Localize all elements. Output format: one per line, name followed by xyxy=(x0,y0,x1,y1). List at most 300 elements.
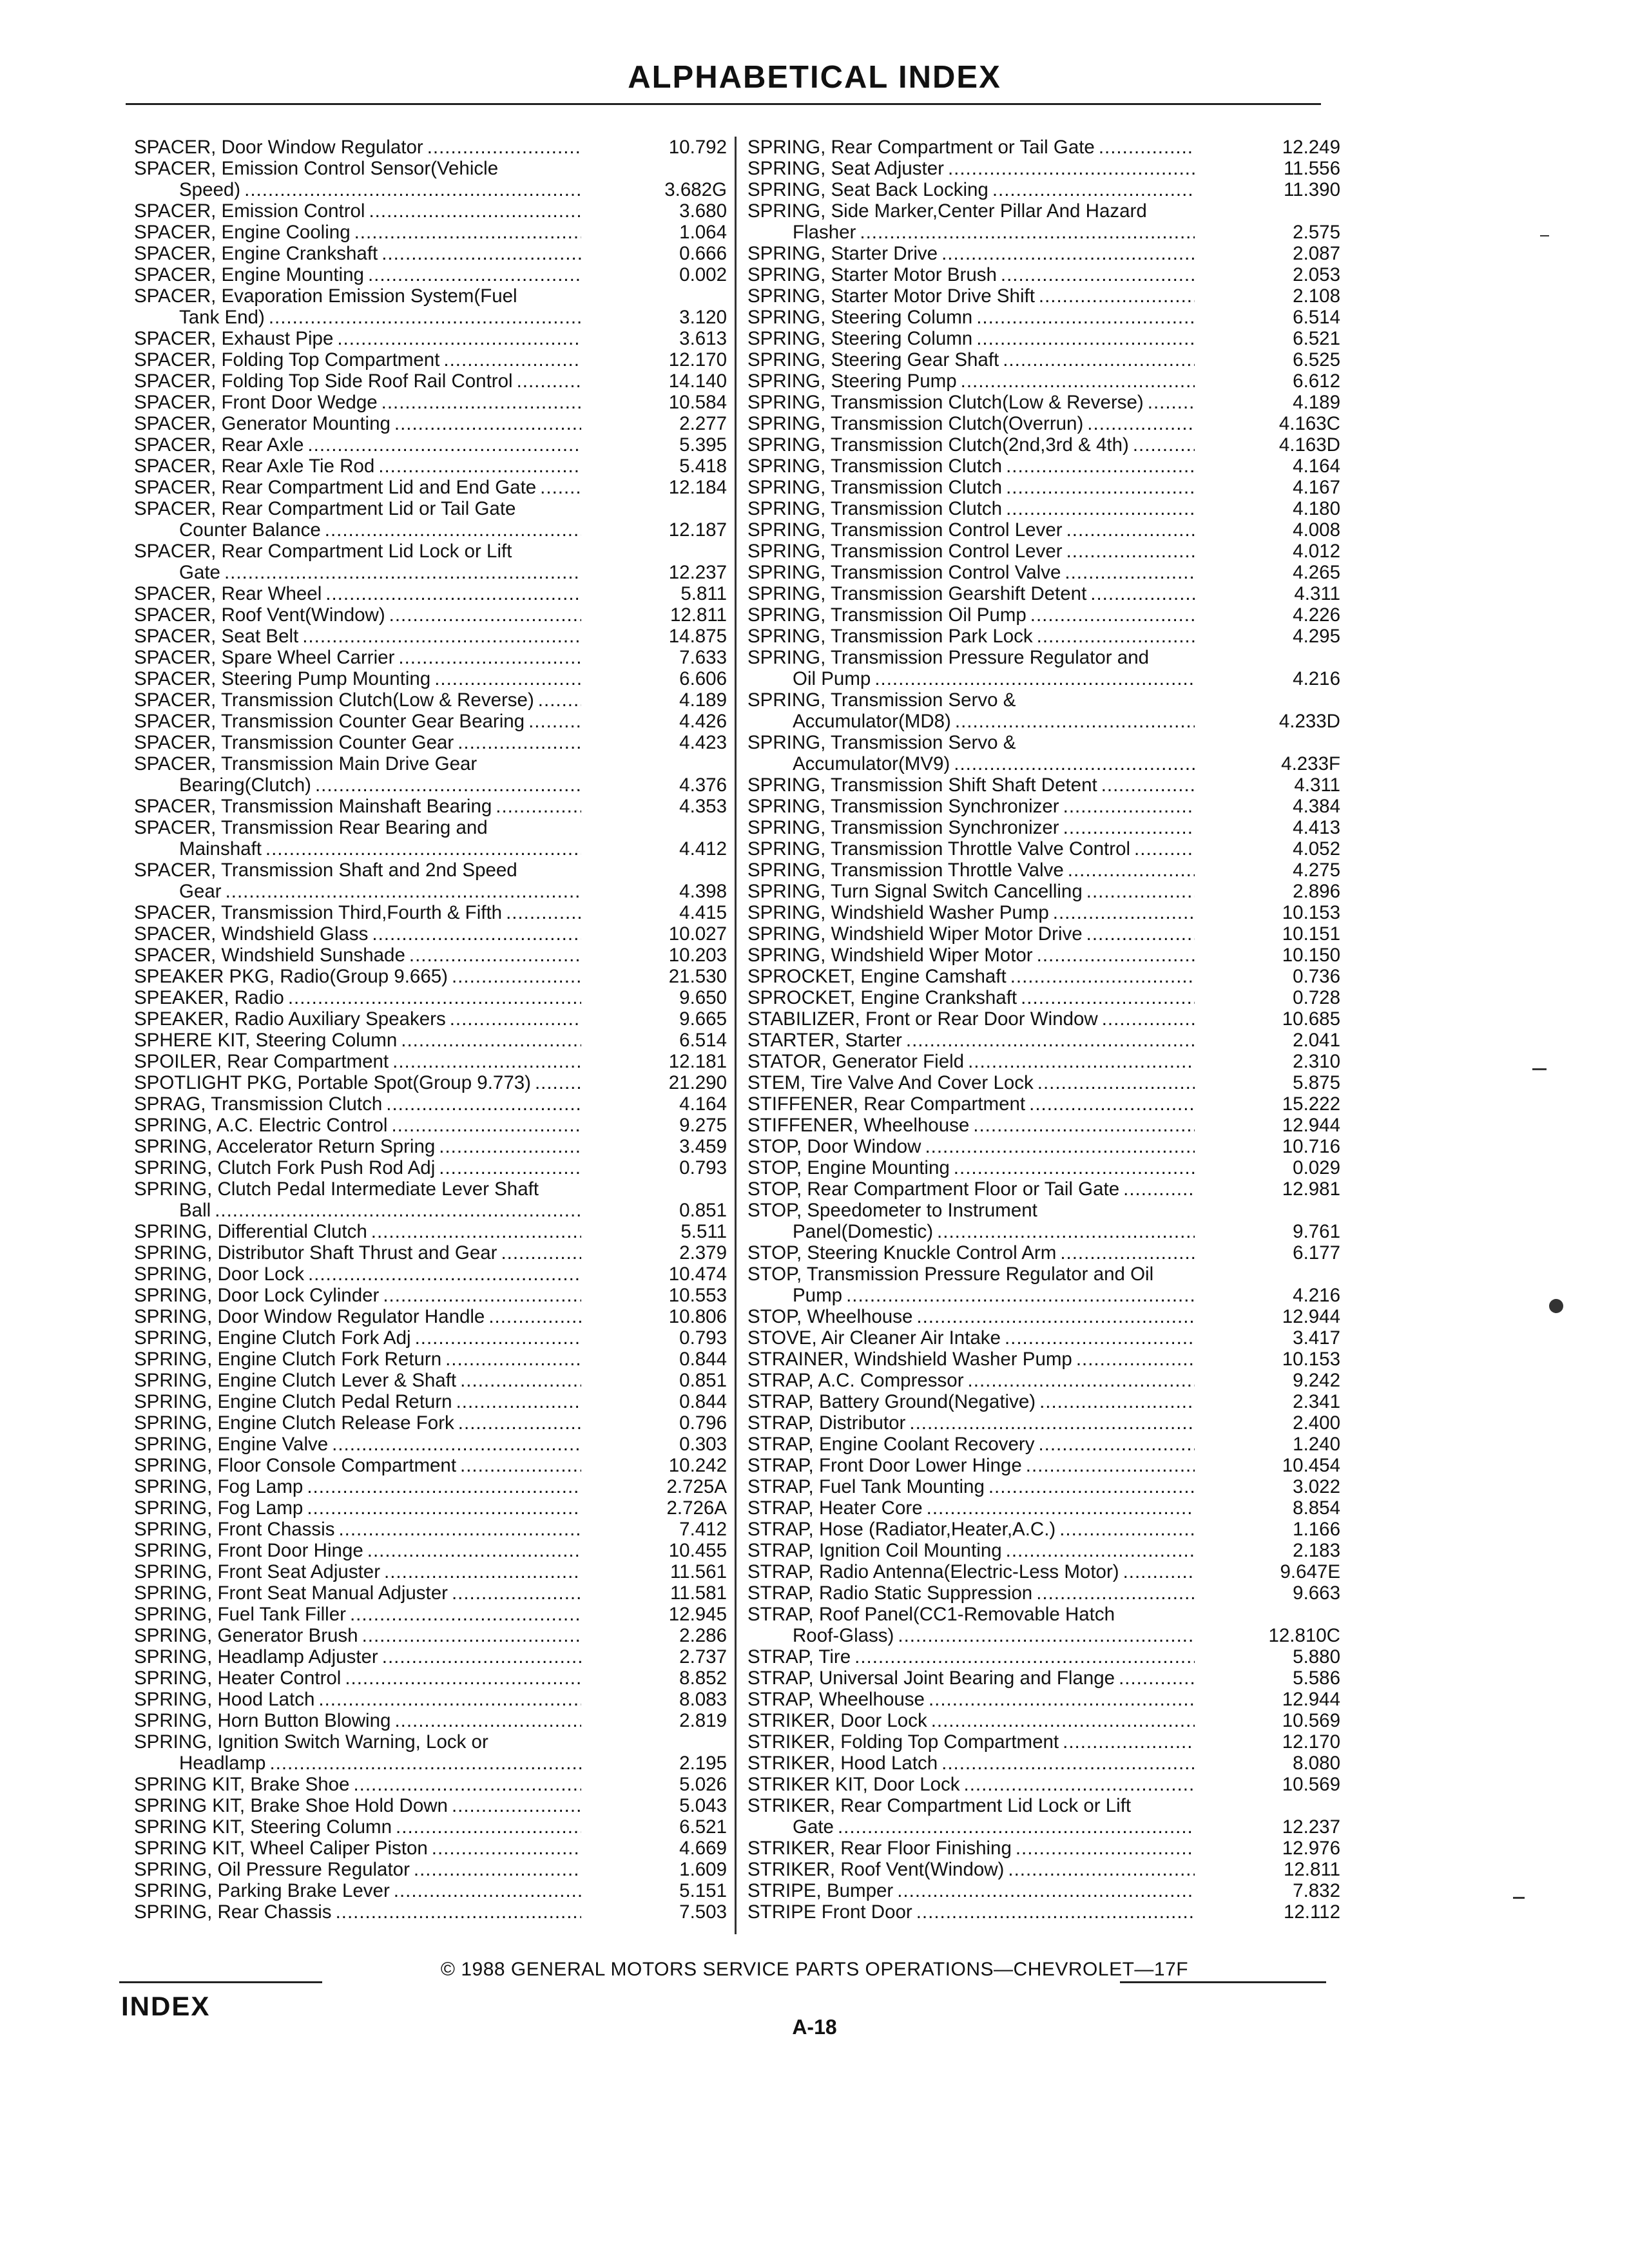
entry-continuation xyxy=(747,222,1199,243)
entry-text: STRAP, A.C. Compressor xyxy=(747,1370,964,1391)
dot-leader xyxy=(528,711,581,732)
entry-number: 11.556 xyxy=(1283,158,1340,179)
entry-number: 5.586 xyxy=(1293,1667,1340,1689)
entry-line xyxy=(134,647,585,668)
entry-line xyxy=(747,1859,1199,1880)
entry-number: 1.609 xyxy=(679,1859,727,1880)
dot-leader xyxy=(1036,1582,1195,1604)
entry-text: SPRING, Accelerator Return Spring xyxy=(134,1136,436,1157)
entry-text: Roof-Glass) xyxy=(793,1625,894,1646)
entry-text: STRAP, Fuel Tank Mounting xyxy=(747,1476,985,1497)
index-entry xyxy=(747,413,1340,434)
entry-line xyxy=(134,966,585,987)
entry-line xyxy=(134,1476,585,1497)
dot-leader xyxy=(1001,264,1195,285)
entry-line xyxy=(134,137,585,158)
entry-text: Pump xyxy=(793,1285,843,1306)
entry-number: 10.569 xyxy=(1282,1710,1340,1731)
index-entry xyxy=(747,200,1340,243)
entry-continuation xyxy=(747,1221,1199,1242)
dot-leader xyxy=(1065,562,1195,583)
entry-text: SPRING, Windshield Wiper Motor xyxy=(747,945,1033,966)
entry-line xyxy=(134,285,585,307)
index-entry xyxy=(747,1497,1340,1519)
dot-leader xyxy=(409,945,581,966)
dot-leader xyxy=(838,1816,1195,1838)
entry-line xyxy=(747,1880,1199,1901)
index-entry xyxy=(134,1285,727,1306)
entry-text: SPACER, Folding Top Side Roof Rail Control xyxy=(134,370,513,392)
entry-number: 4.189 xyxy=(1293,392,1340,413)
entry-text: Gate xyxy=(793,1816,834,1838)
dot-leader xyxy=(386,1093,581,1115)
entry-line xyxy=(747,264,1199,285)
index-entry xyxy=(747,1476,1340,1497)
entry-number: 4.052 xyxy=(1293,838,1340,860)
entry-text: SPROCKET, Engine Crankshaft xyxy=(747,987,1017,1008)
dot-leader xyxy=(1003,349,1195,370)
dot-leader xyxy=(215,1200,581,1221)
entry-number: 9.663 xyxy=(1293,1582,1340,1604)
entry-text: STRIKER, Hood Latch xyxy=(747,1753,938,1774)
entry-line xyxy=(747,477,1199,498)
entry-line xyxy=(747,137,1199,158)
entry-text: SPACER, Transmission Mainshaft Bearing xyxy=(134,796,492,817)
entry-text: SPRING, Rear Compartment or Tail Gate xyxy=(747,137,1095,158)
entry-number: 3.613 xyxy=(679,328,727,349)
entry-text: STOP, Wheelhouse xyxy=(747,1306,913,1327)
index-entry xyxy=(747,1710,1340,1731)
index-entry xyxy=(747,1008,1340,1030)
dot-leader xyxy=(931,1710,1195,1731)
entry-line xyxy=(134,689,585,711)
entry-text: STABILIZER, Front or Rear Door Window xyxy=(747,1008,1098,1030)
entry-number: 0.736 xyxy=(1293,966,1340,987)
entry-line xyxy=(747,1051,1199,1072)
entry-line xyxy=(134,945,585,966)
index-entry xyxy=(747,1689,1340,1710)
dot-leader xyxy=(458,732,581,753)
footer-rule-left xyxy=(119,1981,322,1983)
entry-line xyxy=(134,1901,585,1923)
dot-leader xyxy=(392,1051,581,1072)
entry-continuation xyxy=(134,1753,585,1774)
index-entry xyxy=(747,1561,1340,1582)
entry-text: STOP, Transmission Pressure Regulator and Oil xyxy=(747,1264,1154,1285)
entry-text: SPACER, Door Window Regulator xyxy=(134,137,423,158)
dot-leader xyxy=(439,1136,581,1157)
dot-leader xyxy=(439,1157,581,1178)
entry-text: SPACER, Engine Cooling xyxy=(134,222,351,243)
entry-line xyxy=(134,200,585,222)
index-entry xyxy=(134,923,727,945)
dot-leader xyxy=(1123,1561,1195,1582)
entry-text: STRAP, Roof Panel(CC1-Removable Hatch xyxy=(747,1604,1115,1625)
entry-line xyxy=(134,1774,585,1795)
entry-line xyxy=(747,1136,1199,1157)
entry-line xyxy=(747,1646,1199,1667)
entry-line xyxy=(747,498,1199,519)
entry-line xyxy=(747,1391,1199,1412)
entry-number: 10.553 xyxy=(668,1285,727,1306)
entry-line xyxy=(134,1327,585,1349)
entry-number: 12.944 xyxy=(1282,1689,1340,1710)
index-entry xyxy=(747,1731,1340,1753)
dot-leader xyxy=(860,222,1195,243)
dot-leader xyxy=(1010,966,1195,987)
index-entry xyxy=(134,200,727,222)
dot-leader xyxy=(318,1689,581,1710)
entry-number: 4.412 xyxy=(679,838,727,860)
entry-text: SPRING, Engine Clutch Fork Return xyxy=(134,1349,442,1370)
index-entry xyxy=(134,1561,727,1582)
entry-text: SPACER, Steering Pump Mounting xyxy=(134,668,431,689)
dot-leader xyxy=(488,1306,581,1327)
entry-line xyxy=(747,689,1199,711)
entry-line xyxy=(747,1412,1199,1434)
entry-number: 4.353 xyxy=(679,796,727,817)
dot-leader xyxy=(325,519,581,541)
entry-line xyxy=(134,1115,585,1136)
entry-text: STRAP, Hose (Radiator,Heater,A.C.) xyxy=(747,1519,1056,1540)
entry-text: SPACER, Generator Mounting xyxy=(134,413,390,434)
dot-leader xyxy=(1134,838,1195,860)
index-entry xyxy=(134,456,727,477)
index-entry xyxy=(747,1838,1340,1859)
entry-text: Panel(Domestic) xyxy=(793,1221,934,1242)
entry-number: 12.249 xyxy=(1282,137,1340,158)
entry-number: 4.376 xyxy=(679,774,727,796)
entry-number: 0.796 xyxy=(679,1412,727,1434)
index-entry xyxy=(747,1455,1340,1476)
entry-number: 12.112 xyxy=(1283,1901,1340,1923)
index-entry xyxy=(134,1008,727,1030)
dot-leader xyxy=(976,307,1195,328)
index-entry xyxy=(747,392,1340,413)
entry-text: SPRING, Seat Adjuster xyxy=(747,158,944,179)
dot-leader xyxy=(961,370,1195,392)
index-entry xyxy=(747,519,1340,541)
dot-leader xyxy=(1006,498,1195,519)
entry-line xyxy=(134,264,585,285)
entry-number: 1.064 xyxy=(679,222,727,243)
entry-continuation xyxy=(134,562,585,583)
entry-line xyxy=(134,668,585,689)
entry-text: STATOR, Generator Field xyxy=(747,1051,965,1072)
entry-text: STRAP, Ignition Coil Mounting xyxy=(747,1540,1002,1561)
entry-line xyxy=(747,1476,1199,1497)
entry-number: 4.423 xyxy=(679,732,727,753)
index-entry xyxy=(134,1030,727,1051)
entry-text: SPRING, Windshield Wiper Motor Drive xyxy=(747,923,1083,945)
entry-text: SPRING, Starter Drive xyxy=(747,243,938,264)
index-entry xyxy=(134,413,727,434)
entry-line xyxy=(134,1838,585,1859)
dot-leader xyxy=(336,1901,581,1923)
entry-number: 4.163D xyxy=(1278,434,1340,456)
entry-number: 0.666 xyxy=(679,243,727,264)
entry-line xyxy=(134,902,585,923)
index-entry xyxy=(134,987,727,1008)
index-entry xyxy=(134,817,727,860)
entry-number: 7.832 xyxy=(1293,1880,1340,1901)
entry-line xyxy=(747,1710,1199,1731)
dot-leader xyxy=(434,668,581,689)
entry-text: SPACER, Rear Compartment Lid or Tail Gate xyxy=(134,498,516,519)
entry-text: SPRING, Side Marker,Center Pillar And Hazard xyxy=(747,200,1147,222)
index-entry xyxy=(747,1519,1340,1540)
entry-line xyxy=(134,1497,585,1519)
entry-line xyxy=(134,753,585,774)
index-entry xyxy=(134,1370,727,1391)
entry-number: 10.716 xyxy=(1282,1136,1340,1157)
entry-number: 10.685 xyxy=(1282,1008,1340,1030)
entry-number: 0.728 xyxy=(1293,987,1340,1008)
dot-leader xyxy=(1099,137,1195,158)
entry-number: 2.286 xyxy=(679,1625,727,1646)
entry-text: Accumulator(MD8) xyxy=(793,711,951,732)
dot-leader xyxy=(941,1753,1195,1774)
entry-line xyxy=(134,711,585,732)
dot-leader xyxy=(1102,1008,1195,1030)
index-entry xyxy=(134,1774,727,1795)
index-entry xyxy=(747,604,1340,626)
dot-leader xyxy=(1037,945,1195,966)
index-entry xyxy=(134,158,727,200)
dot-leader xyxy=(308,1264,581,1285)
entry-text: STEM, Tire Valve And Cover Lock xyxy=(747,1072,1034,1093)
dot-leader xyxy=(224,562,581,583)
entry-line xyxy=(134,1795,585,1816)
entry-line xyxy=(134,796,585,817)
index-entry xyxy=(747,1774,1340,1795)
entry-text: SPOILER, Rear Compartment xyxy=(134,1051,389,1072)
dot-leader xyxy=(452,1795,581,1816)
entry-text: Gear xyxy=(179,881,222,902)
index-entry xyxy=(134,1306,727,1327)
dot-leader xyxy=(1030,604,1195,626)
entry-line xyxy=(747,1519,1199,1540)
index-entry xyxy=(747,1242,1340,1264)
entry-text: STRAP, Heater Core xyxy=(747,1497,923,1519)
entry-number: 10.027 xyxy=(668,923,727,945)
index-entry xyxy=(134,647,727,668)
entry-number: 2.277 xyxy=(679,413,727,434)
entry-text: SPRING, Transmission Oil Pump xyxy=(747,604,1027,626)
entry-line xyxy=(134,1242,585,1264)
entry-line xyxy=(747,1093,1199,1115)
entry-number: 10.150 xyxy=(1282,945,1340,966)
entry-text: SPRING, Front Seat Adjuster xyxy=(134,1561,381,1582)
entry-text: STRAP, Front Door Lower Hinge xyxy=(747,1455,1022,1476)
entry-number: 10.454 xyxy=(1282,1455,1340,1476)
entry-line xyxy=(747,1753,1199,1774)
entry-number: 2.379 xyxy=(679,1242,727,1264)
index-entry xyxy=(134,1710,727,1731)
dot-leader xyxy=(302,626,581,647)
index-entry xyxy=(134,498,727,541)
dot-leader xyxy=(1066,519,1195,541)
entry-number: 3.120 xyxy=(679,307,727,328)
entry-text: SPRING KIT, Brake Shoe Hold Down xyxy=(134,1795,448,1816)
entry-line xyxy=(134,1625,585,1646)
dot-leader xyxy=(269,307,581,328)
index-entry xyxy=(134,1264,727,1285)
entry-text: STRIKER, Roof Vent(Window) xyxy=(747,1859,1005,1880)
entry-text: SPRING, Transmission Control Lever xyxy=(747,541,1063,562)
entry-line xyxy=(747,1157,1199,1178)
index-entry xyxy=(134,1327,727,1349)
index-entry xyxy=(747,1880,1340,1901)
entry-text: SPACER, Rear Wheel xyxy=(134,583,322,604)
index-entry xyxy=(134,1051,727,1072)
dot-leader xyxy=(948,158,1195,179)
index-entry xyxy=(134,1136,727,1157)
entry-line xyxy=(134,1859,585,1880)
index-entry xyxy=(134,328,727,349)
index-entry xyxy=(134,1604,727,1625)
section-label: INDEX xyxy=(121,1991,211,2021)
entry-line xyxy=(747,966,1199,987)
index-entry xyxy=(747,1264,1340,1306)
entry-number: 4.669 xyxy=(679,1838,727,1859)
entry-line xyxy=(747,456,1199,477)
entry-line xyxy=(747,328,1199,349)
dot-leader xyxy=(1123,1178,1195,1200)
entry-text: SPACER, Transmission Counter Gear xyxy=(134,732,454,753)
entry-line xyxy=(747,519,1199,541)
entry-text: SPRING, Front Seat Manual Adjuster xyxy=(134,1582,448,1604)
dot-leader xyxy=(1060,1242,1195,1264)
entry-line xyxy=(134,604,585,626)
entry-line xyxy=(747,583,1199,604)
dot-leader xyxy=(265,838,581,860)
entry-continuation xyxy=(134,881,585,902)
dot-leader xyxy=(846,1285,1195,1306)
index-entry xyxy=(747,285,1340,307)
index-entry xyxy=(747,689,1340,732)
entry-line xyxy=(747,370,1199,392)
entry-number: 2.053 xyxy=(1293,264,1340,285)
entry-text: SPRING, Clutch Pedal Intermediate Lever Shaft xyxy=(134,1178,539,1200)
entry-line xyxy=(134,1412,585,1434)
index-entry xyxy=(747,796,1340,817)
dot-leader xyxy=(369,200,581,222)
index-entry xyxy=(747,583,1340,604)
entry-text: SPACER, Windshield Glass xyxy=(134,923,369,945)
entry-number: 4.415 xyxy=(679,902,727,923)
dot-leader xyxy=(244,179,581,200)
index-entry xyxy=(747,243,1340,264)
entry-number: 5.511 xyxy=(680,1221,727,1242)
entry-number: 10.569 xyxy=(1282,1774,1340,1795)
dot-leader xyxy=(432,1838,581,1859)
dot-leader xyxy=(1066,541,1195,562)
entry-number: 7.633 xyxy=(679,647,727,668)
entry-number: 0.303 xyxy=(679,1434,727,1455)
entry-text: SPRING, Transmission Gearshift Detent xyxy=(747,583,1087,604)
index-entry xyxy=(134,689,727,711)
entry-number: 5.880 xyxy=(1293,1646,1340,1667)
index-entry xyxy=(747,264,1340,285)
entry-text: Ball xyxy=(179,1200,211,1221)
index-entry xyxy=(747,1582,1340,1604)
entry-text: SPRING, Transmission Clutch xyxy=(747,456,1003,477)
entry-text: Accumulator(MV9) xyxy=(793,753,950,774)
entry-text: SPACER, Emission Control xyxy=(134,200,365,222)
entry-line xyxy=(134,1157,585,1178)
entry-text: SPRING, Floor Console Compartment xyxy=(134,1455,457,1476)
entry-line xyxy=(747,1667,1199,1689)
entry-number: 0.844 xyxy=(679,1391,727,1412)
entry-text: SPACER, Transmission Shaft and 2nd Speed xyxy=(134,860,517,881)
entry-number: 12.184 xyxy=(668,477,727,498)
dot-leader xyxy=(458,1412,581,1434)
index-entry xyxy=(747,562,1340,583)
dot-leader xyxy=(964,1774,1195,1795)
entry-continuation xyxy=(747,753,1199,774)
dot-leader xyxy=(1076,1349,1195,1370)
dot-leader xyxy=(394,1880,581,1901)
entry-number: 0.002 xyxy=(679,264,727,285)
entry-text: SPACER, Front Door Wedge xyxy=(134,392,378,413)
index-entry xyxy=(134,434,727,456)
entry-number: 6.177 xyxy=(1293,1242,1340,1264)
index-entry xyxy=(134,668,727,689)
dot-leader xyxy=(906,1030,1195,1051)
dot-leader xyxy=(506,902,581,923)
entry-line xyxy=(134,328,585,349)
entry-line xyxy=(747,1838,1199,1859)
entry-text: SPRING, Transmission Clutch xyxy=(747,498,1003,519)
entry-number: 12.976 xyxy=(1282,1838,1340,1859)
entry-line xyxy=(747,1540,1199,1561)
entry-number: 8.080 xyxy=(1293,1753,1340,1774)
entry-text: SPRING, Fog Lamp xyxy=(134,1476,304,1497)
dot-leader xyxy=(1037,1072,1195,1093)
entry-number: 12.170 xyxy=(1282,1731,1340,1753)
dot-leader xyxy=(394,413,581,434)
entry-line xyxy=(134,1540,585,1561)
entry-number: 4.216 xyxy=(1293,668,1340,689)
index-entry xyxy=(134,753,727,796)
index-entry xyxy=(747,987,1340,1008)
index-entry xyxy=(134,1391,727,1412)
index-entry xyxy=(134,243,727,264)
entry-text: SPRING, Transmission Throttle Valve Control xyxy=(747,838,1131,860)
entry-number: 6.606 xyxy=(679,668,727,689)
entry-text: Bearing(Clutch) xyxy=(179,774,311,796)
index-entry xyxy=(747,498,1340,519)
entry-text: SPRING, Windshield Washer Pump xyxy=(747,902,1049,923)
index-entry xyxy=(134,796,727,817)
entry-line xyxy=(134,1221,585,1242)
entry-text: STRAP, Engine Coolant Recovery xyxy=(747,1434,1035,1455)
entry-line xyxy=(134,923,585,945)
entry-text: Gate xyxy=(179,562,220,583)
entry-continuation xyxy=(747,1625,1199,1646)
entry-number: 12.945 xyxy=(668,1604,727,1625)
page-title: ALPHABETICAL INDEX xyxy=(628,60,1001,95)
entry-text: SPACER, Emission Control Sensor(Vehicle xyxy=(134,158,499,179)
index-entry xyxy=(747,1370,1340,1391)
entry-number: 2.819 xyxy=(679,1710,727,1731)
entry-number: 4.233D xyxy=(1278,711,1340,732)
entry-line xyxy=(747,1200,1199,1221)
index-entry xyxy=(747,456,1340,477)
entry-number: 4.216 xyxy=(1293,1285,1340,1306)
entry-text: SPRING, Transmission Servo & xyxy=(747,689,1016,711)
